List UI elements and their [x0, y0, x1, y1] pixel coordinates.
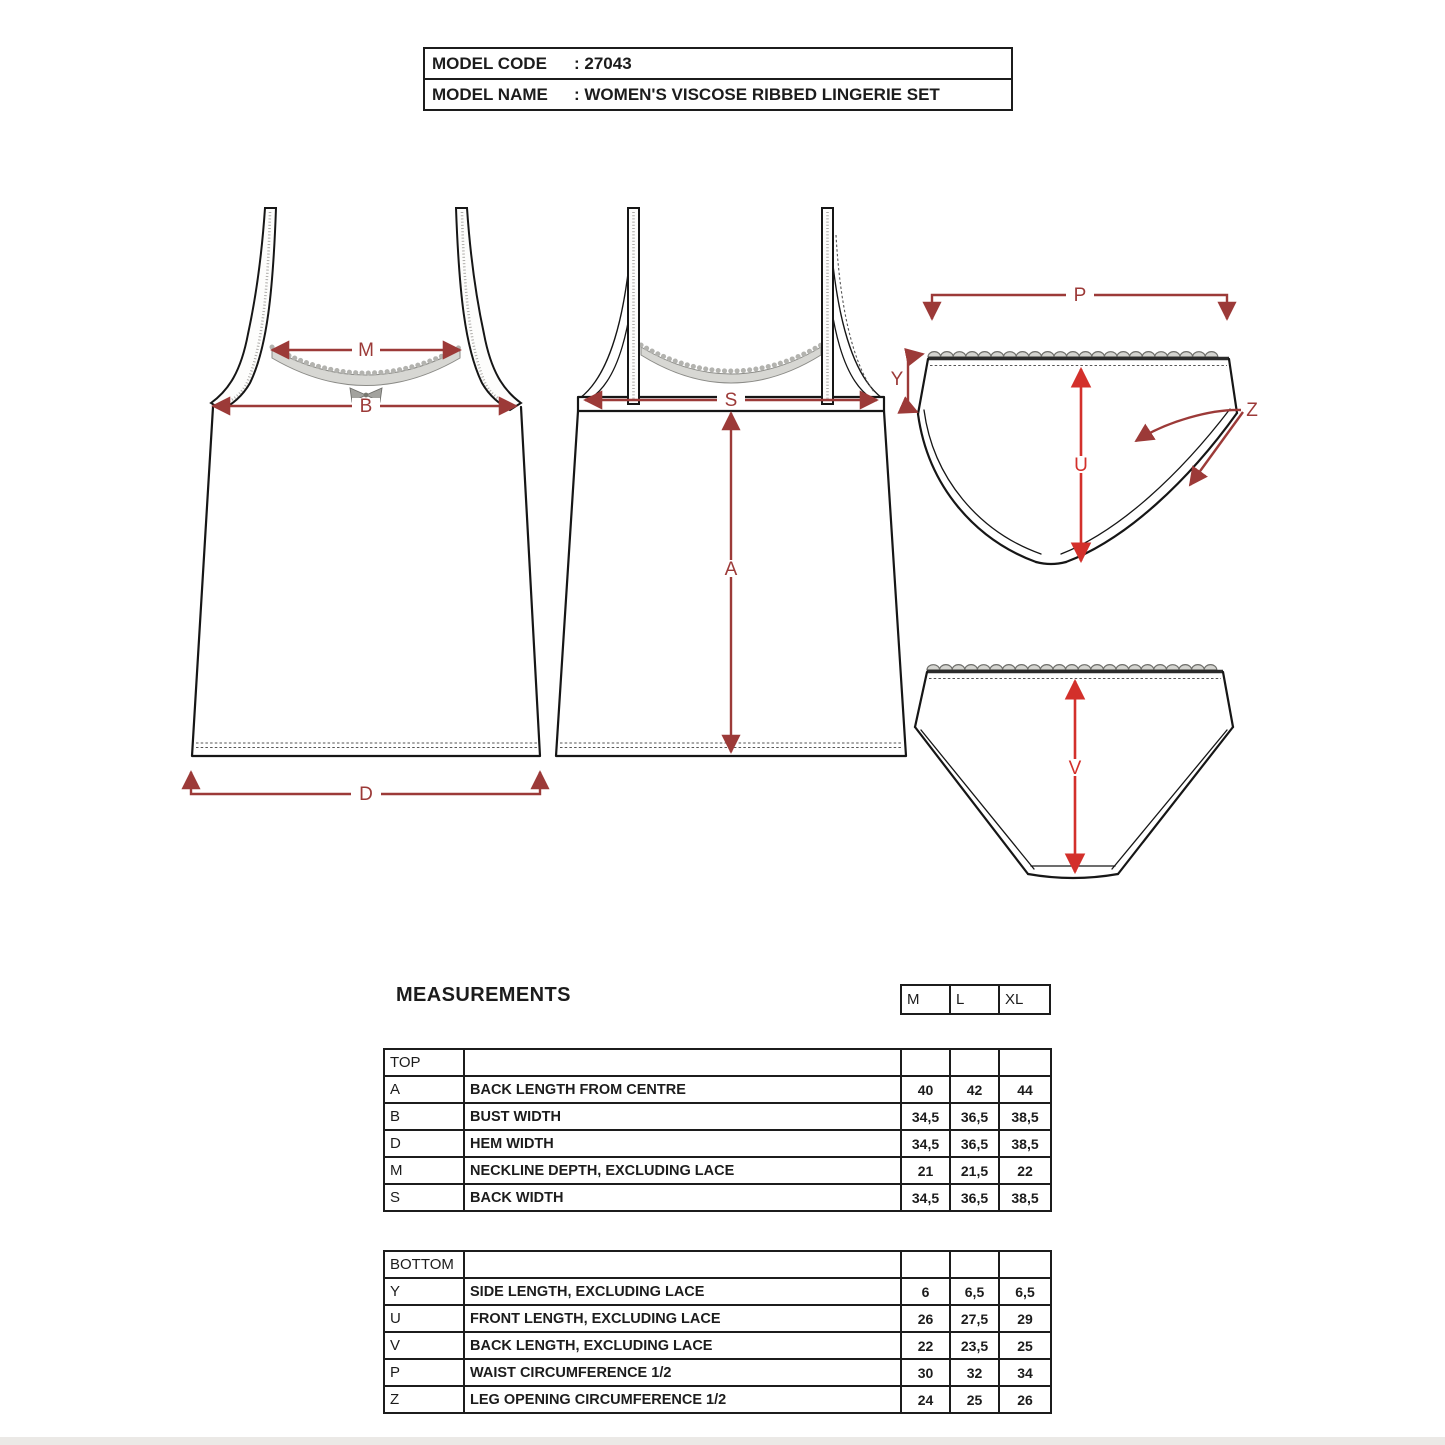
row-desc: WAIST CIRCUMFERENCE 1/2	[465, 1360, 902, 1385]
value-xl: 6,5	[1015, 1283, 1035, 1300]
row-desc: BUST WIDTH	[465, 1104, 902, 1129]
section-label: BOTTOM	[385, 1252, 465, 1277]
value-xl: 29	[1017, 1310, 1033, 1327]
model-code-value: : 27043	[574, 53, 632, 73]
row-desc: LEG OPENING CIRCUMFERENCE 1/2	[465, 1387, 902, 1412]
back-right-armhole-curve	[830, 232, 882, 398]
row-desc: BACK LENGTH, EXCLUDING LACE	[465, 1333, 902, 1358]
value-m: 22	[902, 1333, 951, 1358]
value-xl: 38,5	[1011, 1108, 1039, 1125]
back-left-strap	[628, 208, 639, 404]
table-row	[385, 1304, 1050, 1331]
table-row	[385, 1050, 1050, 1075]
cell	[902, 1252, 951, 1277]
cell	[1000, 1050, 1050, 1075]
dim-label-S: S	[724, 390, 738, 411]
value-l: 25	[951, 1387, 1000, 1412]
top-measurements-table	[383, 1048, 1052, 1212]
back-panty-right-leg-edge	[1118, 727, 1233, 874]
row-key: S	[385, 1185, 465, 1210]
back-right-strap	[822, 208, 833, 404]
table-row	[385, 1277, 1050, 1304]
back-view-front-lace	[641, 347, 821, 383]
section-label: TOP	[385, 1050, 465, 1075]
back-panty-crotch-bottom	[1028, 874, 1118, 878]
value-xl: 44	[1017, 1081, 1033, 1098]
size-header	[900, 984, 1051, 1015]
size-col-m: M	[902, 986, 951, 1013]
back-right-armhole-dashed	[836, 235, 874, 392]
value-xl: 38,5	[1011, 1135, 1039, 1152]
cell	[465, 1252, 902, 1277]
dim-label-D: D	[359, 784, 373, 805]
value-l: 36,5	[951, 1185, 1000, 1210]
table-row	[385, 1183, 1050, 1210]
size-col-xl: XL	[1005, 991, 1024, 1008]
value-xl: 22	[1017, 1162, 1033, 1179]
front-panty-left-leg-edge	[918, 414, 1036, 562]
dim-label-U: U	[1074, 455, 1088, 476]
bottom-measurements-table	[383, 1250, 1052, 1414]
row-desc: FRONT LENGTH, EXCLUDING LACE	[465, 1306, 902, 1331]
camisole-back-view	[556, 208, 906, 756]
cell	[951, 1252, 1000, 1277]
measurements-title: MEASUREMENTS	[396, 984, 571, 1006]
model-info-box	[423, 47, 1013, 111]
row-key: U	[385, 1306, 465, 1331]
table-row	[385, 1129, 1050, 1156]
model-code-label: MODEL CODE	[432, 53, 547, 73]
cell	[902, 1050, 951, 1075]
row-key: B	[385, 1104, 465, 1129]
value-xl: 34	[1017, 1364, 1033, 1381]
front-panty-right-leg-binding	[1061, 409, 1230, 554]
table-row	[385, 1252, 1050, 1277]
front-panty-side-seams	[918, 359, 1237, 414]
row-desc: SIDE LENGTH, EXCLUDING LACE	[465, 1279, 902, 1304]
value-xl: 25	[1017, 1337, 1033, 1354]
back-panty-left-leg-edge	[915, 727, 1028, 874]
model-name-row	[425, 80, 1011, 109]
value-l: 32	[951, 1360, 1000, 1385]
row-key: Y	[385, 1279, 465, 1304]
value-m: 40	[902, 1077, 951, 1102]
front-left-strap	[211, 208, 276, 410]
dim-label-B: B	[359, 396, 373, 417]
bottom-edge-strip	[0, 1437, 1445, 1445]
row-desc: BACK LENGTH FROM CENTRE	[465, 1077, 902, 1102]
value-m: 26	[902, 1306, 951, 1331]
back-panty-waist-lace	[927, 665, 1217, 670]
row-key: P	[385, 1360, 465, 1385]
value-m: 34,5	[902, 1131, 951, 1156]
cell	[1000, 1252, 1050, 1277]
model-name-value: : WOMEN'S VISCOSE RIBBED LINGERIE SET	[574, 84, 940, 104]
dim-label-P: P	[1073, 285, 1087, 306]
front-hem-stitch	[196, 743, 537, 748]
front-panty-crotch	[1036, 562, 1066, 564]
value-l: 36,5	[951, 1104, 1000, 1129]
model-code-row	[425, 49, 1011, 80]
value-m: 34,5	[902, 1185, 951, 1210]
front-right-strap	[456, 208, 521, 410]
back-left-armhole-curve	[580, 232, 632, 398]
row-key: V	[385, 1333, 465, 1358]
row-key: Z	[385, 1387, 465, 1412]
value-m: 6	[902, 1279, 951, 1304]
size-col-l: L	[951, 986, 1000, 1013]
table-row	[385, 1075, 1050, 1102]
value-xl: 38,5	[1011, 1189, 1039, 1206]
dim-label-A: A	[724, 559, 738, 580]
dim-label-V: V	[1068, 758, 1082, 779]
dim-label-Y: Y	[890, 369, 904, 390]
dim-label-M: M	[358, 340, 374, 361]
value-l: 42	[951, 1077, 1000, 1102]
value-l: 21,5	[951, 1158, 1000, 1183]
row-desc: NECKLINE DEPTH, EXCLUDING LACE	[465, 1158, 902, 1183]
row-desc: HEM WIDTH	[465, 1131, 902, 1156]
row-desc: BACK WIDTH	[465, 1185, 902, 1210]
value-m: 34,5	[902, 1104, 951, 1129]
table-row	[385, 1156, 1050, 1183]
table-row	[385, 1385, 1050, 1412]
camisole-front-view	[191, 208, 540, 805]
value-xl: 26	[1017, 1391, 1033, 1408]
value-m: 21	[902, 1158, 951, 1183]
panty-back-view	[915, 665, 1233, 878]
dim-label-Z: Z	[1246, 400, 1258, 421]
row-key: M	[385, 1158, 465, 1183]
table-row	[385, 1102, 1050, 1129]
back-panty-right-leg-binding	[1112, 730, 1227, 869]
table-row	[385, 1331, 1050, 1358]
value-m: 30	[902, 1360, 951, 1385]
row-key: A	[385, 1077, 465, 1102]
front-body-outline	[192, 407, 540, 756]
value-l: 6,5	[951, 1279, 1000, 1304]
table-row	[385, 1358, 1050, 1385]
value-m: 24	[902, 1387, 951, 1412]
cell	[465, 1050, 902, 1075]
panty-front-view	[891, 285, 1259, 564]
value-l: 36,5	[951, 1131, 1000, 1156]
cell	[951, 1050, 1000, 1075]
row-key: D	[385, 1131, 465, 1156]
value-l: 27,5	[951, 1306, 1000, 1331]
back-panty-left-leg-binding	[921, 730, 1034, 869]
front-panty-waist-lace	[928, 352, 1218, 357]
model-name-label: MODEL NAME	[432, 84, 548, 104]
value-l: 23,5	[951, 1333, 1000, 1358]
